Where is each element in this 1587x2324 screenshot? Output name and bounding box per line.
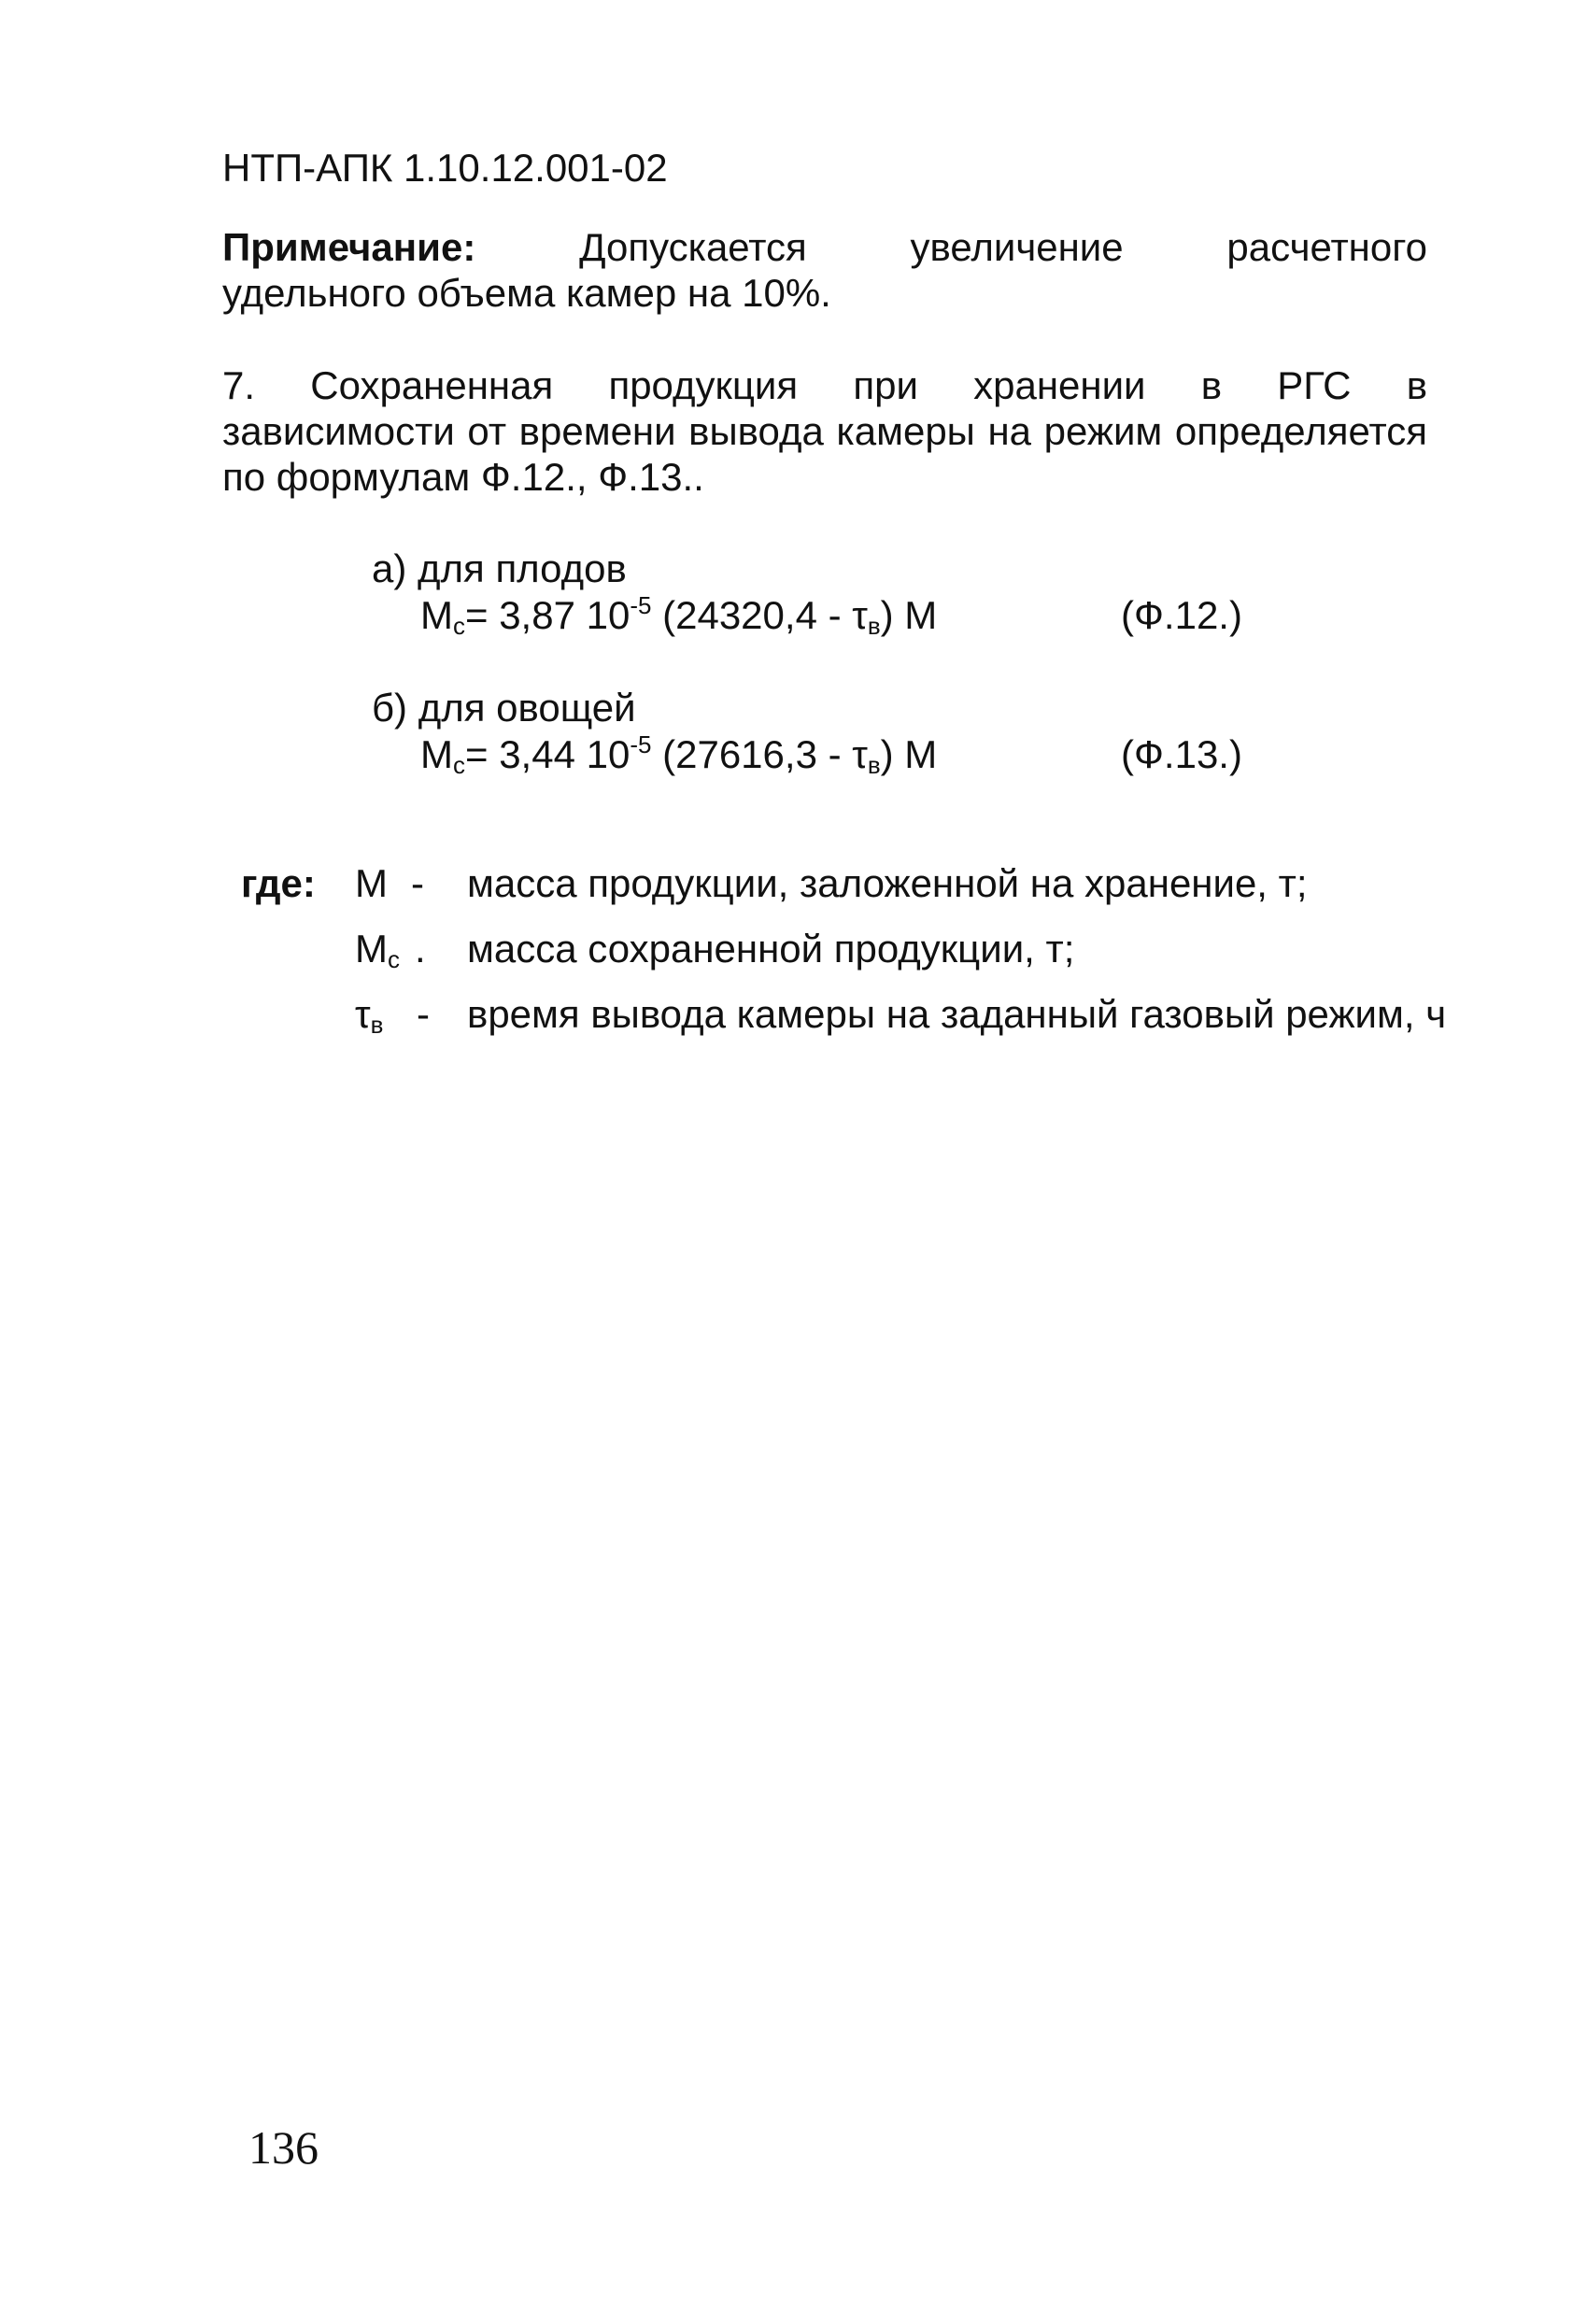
- document-header: НТП-АПК 1.10.12.001-02: [222, 146, 668, 190]
- formula-a-caption: а) для плодов: [372, 546, 627, 590]
- note-line-2: удельного объема камер на 10%.: [222, 271, 831, 315]
- note-line-1: [222, 224, 1427, 270]
- legend-symbol-m: M: [355, 861, 388, 905]
- formula-a-reference: (Ф.12.): [1121, 593, 1242, 637]
- page-number: 136: [248, 2121, 319, 2174]
- formula-b-caption: б) для овощей: [372, 686, 636, 730]
- item-7-line-2: зависимости от времени вывода камеры на режим определяется: [222, 409, 1427, 453]
- legend-dash-tau: -: [417, 992, 430, 1036]
- item-7-line-1: 7. Сохраненная продукция при хранении в РГС в: [222, 363, 1427, 407]
- formula-b-reference: (Ф.13.): [1121, 732, 1242, 776]
- note-text-line1: Допускается увеличение расчетного: [579, 225, 1427, 269]
- legend-text-tau: время вывода камеры на заданный газовый режим, ч: [467, 992, 1447, 1036]
- legend-text-m: масса продукции, заложенной на хранение, т;: [467, 861, 1308, 905]
- legend-dash-m: -: [411, 861, 424, 905]
- note-label: Примечание:: [222, 225, 476, 269]
- legend-symbol-mc: $M_с$: [355, 927, 400, 973]
- legend-text-mc: масса сохраненной продукции, т;: [467, 927, 1075, 971]
- item-7-line-3: по формулам Ф.12., Ф.13..: [222, 455, 704, 499]
- formula-a-expression: $M_c= 3,87$ $10^{-5}$ $(24320,4 - \tau_в)$ M: [420, 591, 938, 640]
- formula-b-expression: $M_c= 3,44$ $10^{-5}$ $(27616,3 - \tau_в)$ M: [420, 730, 938, 779]
- where-label: где:: [241, 861, 316, 905]
- legend-symbol-tau: $\tau_в$: [355, 992, 384, 1039]
- legend-dash-mc: .: [415, 927, 426, 971]
